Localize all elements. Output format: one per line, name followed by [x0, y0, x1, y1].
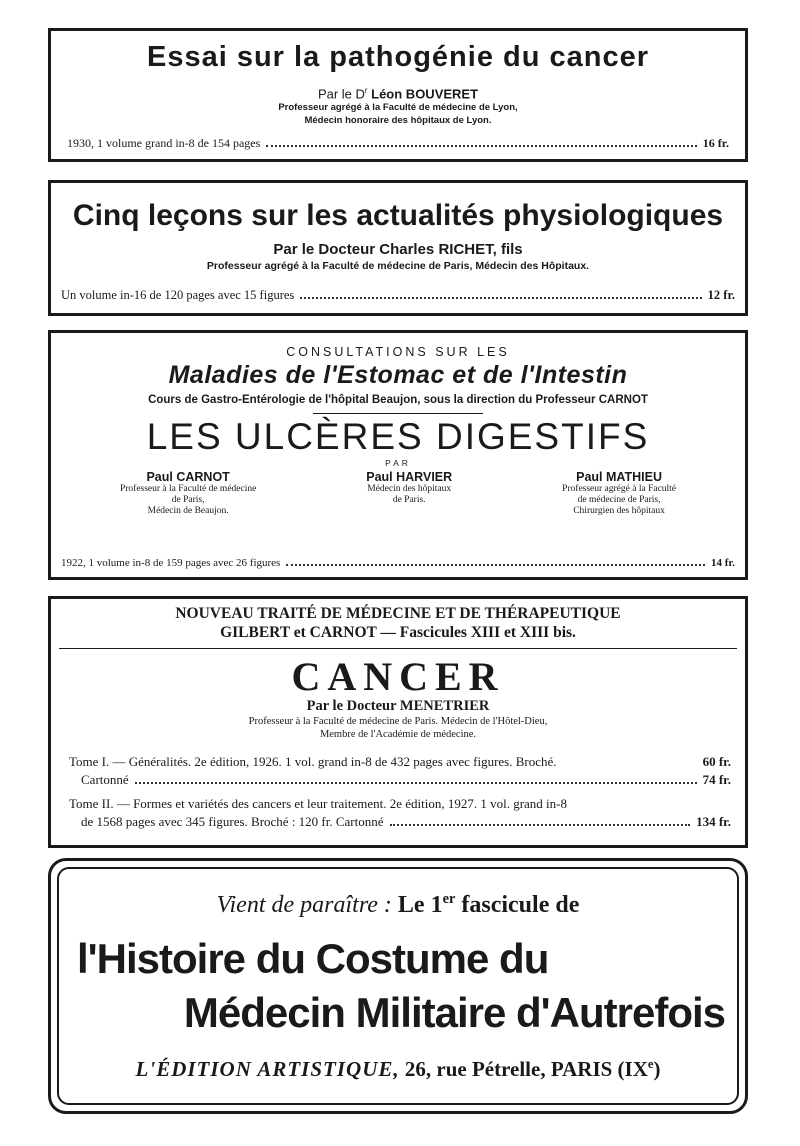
ad5-vient: Vient de paraître :	[216, 892, 392, 918]
ad2-title: Cinq leçons sur les actualités physiologiques	[72, 199, 724, 232]
author-desc: Médecin de Beaujon.	[147, 506, 229, 516]
ad3-detail-row	[61, 557, 735, 569]
leader-dots	[266, 145, 696, 147]
ad1-detail: 1930, 1 volume grand in-8 de 154 pages	[67, 136, 261, 150]
author-name: Paul CARNOT	[146, 470, 230, 484]
ad3-detail: 1922, 1 volume in-8 de 159 pages avec 26 figures	[61, 557, 281, 569]
ad3-course: Cours de Gastro-Entérologie de l'hôpital Beaujon, sous la direction du Professeur CARNOT	[148, 394, 648, 406]
ad5-le: Le 1	[397, 892, 443, 918]
ad3-big-title: LES ULCÈRES DIGESTIFS	[146, 416, 650, 457]
ad4-heading: NOUVEAU TRAITÉ DE MÉDECINE ET DE THÉRAPEUTIQUE	[175, 605, 621, 622]
tome1-cart-row	[69, 771, 731, 789]
ad-cancer-menetrier	[48, 596, 748, 848]
leader-dots	[135, 782, 697, 784]
tome2-row	[69, 795, 731, 813]
author-desc: de Paris,	[171, 495, 205, 505]
ad2-author: Par le Docteur Charles RICHET, fils	[273, 241, 523, 258]
tome1-row	[69, 753, 731, 771]
tome2-text2: de 1568 pages avec 345 figures. Broché : 120 fr. Cartonné	[81, 814, 384, 829]
ad5-address: 26, rue Pétrelle, PARIS (IX	[404, 1057, 648, 1081]
author-desc: Professeur à la Faculté de médecine	[119, 484, 257, 494]
author-desc: de Paris.	[392, 495, 426, 505]
ad4-sub1: Professeur à la Faculté de médecine de Paris. Médecin de l'Hôtel-Dieu,	[248, 716, 548, 727]
inner-frame	[57, 867, 739, 1105]
ad3-kicker: CONSULTATIONS SUR LES	[286, 345, 510, 359]
ad1-author-name: Léon BOUVERET	[371, 86, 479, 102]
ad1-title: Essai sur la pathogénie du cancer	[147, 41, 649, 73]
tome1-cart: Cartonné	[81, 772, 129, 787]
leader-dots	[300, 297, 701, 299]
author-desc: de médecine de Paris,	[577, 495, 661, 505]
divider	[59, 648, 737, 649]
tome2-row2	[69, 813, 731, 831]
tome1-price: 60 fr.	[702, 754, 731, 769]
ad3-par: PAR	[385, 458, 411, 468]
ad4-sub2: Membre de l'Académie de médecine.	[319, 729, 477, 740]
author-block	[562, 470, 676, 517]
author-name: Paul HARVIER	[366, 470, 453, 484]
ad2-detail-row	[61, 288, 735, 303]
ad1-sub2: Médecin honoraire des hôpitaux de Lyon.	[304, 115, 492, 127]
ad1-author-sup: r	[364, 86, 368, 95]
ad5-publisher	[59, 1057, 737, 1082]
ad1-sub1: Professeur agrégé à la Faculté de médecine de Lyon,	[278, 102, 518, 114]
ad5-address-sup: e	[647, 1057, 654, 1071]
ad1-detail-row	[67, 136, 729, 151]
ad5-line1	[59, 891, 737, 919]
ad1-author-prefix: Par le D	[317, 86, 365, 102]
ad3-title: Maladies de l'Estomac et de l'Intestin	[168, 361, 628, 389]
author-desc: Médecin des hôpitaux	[367, 484, 452, 494]
ad-histoire-costume	[48, 858, 748, 1114]
ad3-price: 14 fr.	[710, 557, 735, 569]
ad-cinq-lecons	[48, 180, 748, 316]
ad2-sub: Professeur agrégé à la Faculté de médecine de Paris, Médecin des Hôpitaux.	[206, 260, 590, 272]
author-desc: Professeur agrégé à la Faculté	[562, 484, 677, 494]
ad5-le-sup: er	[442, 891, 456, 907]
tome1-cart-price: 74 fr.	[702, 772, 731, 787]
tome2-text: Tome II. — Formes et variétés des cancers et leur traitement. 2e édition, 1927. 1 vol. grand in-8	[69, 796, 567, 811]
divider	[313, 413, 483, 414]
author-desc: Chirurgien des hôpitaux	[573, 506, 665, 516]
leader-dots	[286, 564, 705, 566]
ad5-fascicule: fascicule de	[461, 892, 580, 918]
ad2-detail: Un volume in-16 de 120 pages avec 15 figures	[61, 288, 295, 302]
ad4-big-title: CANCER	[291, 654, 505, 699]
ad1-author	[51, 86, 745, 101]
ad4-volumes	[69, 753, 731, 831]
ad5-address-end: )	[653, 1057, 661, 1081]
tome1-text: Tome I. — Généralités. 2e édition, 1926. 1 vol. grand in-8 de 432 pages avec figures. Broché.	[69, 754, 557, 769]
ad4-author: Par le Docteur MENETRIER	[306, 698, 490, 714]
ad-pathogenie-cancer	[48, 28, 748, 162]
author-block	[366, 470, 452, 517]
ad-ulceres-digestifs	[48, 330, 748, 580]
ad2-price: 12 fr.	[707, 288, 735, 302]
ad5-publisher-name: L'ÉDITION ARTISTIQUE,	[135, 1057, 400, 1081]
leader-dots	[390, 824, 691, 826]
ad5-title-line2: Médecin Militaire d'Autrefois	[183, 989, 725, 1036]
ad3-authors	[51, 470, 745, 517]
ad5-title-line1: l'Histoire du Costume du	[77, 935, 549, 982]
author-block	[120, 470, 256, 517]
ad1-price: 16 fr.	[702, 136, 729, 150]
author-name: Paul MATHIEU	[576, 470, 662, 484]
ad4-subheading: GILBERT et CARNOT — Fascicules XIII et XIII bis.	[220, 624, 576, 641]
tome2-price: 134 fr.	[696, 814, 731, 829]
